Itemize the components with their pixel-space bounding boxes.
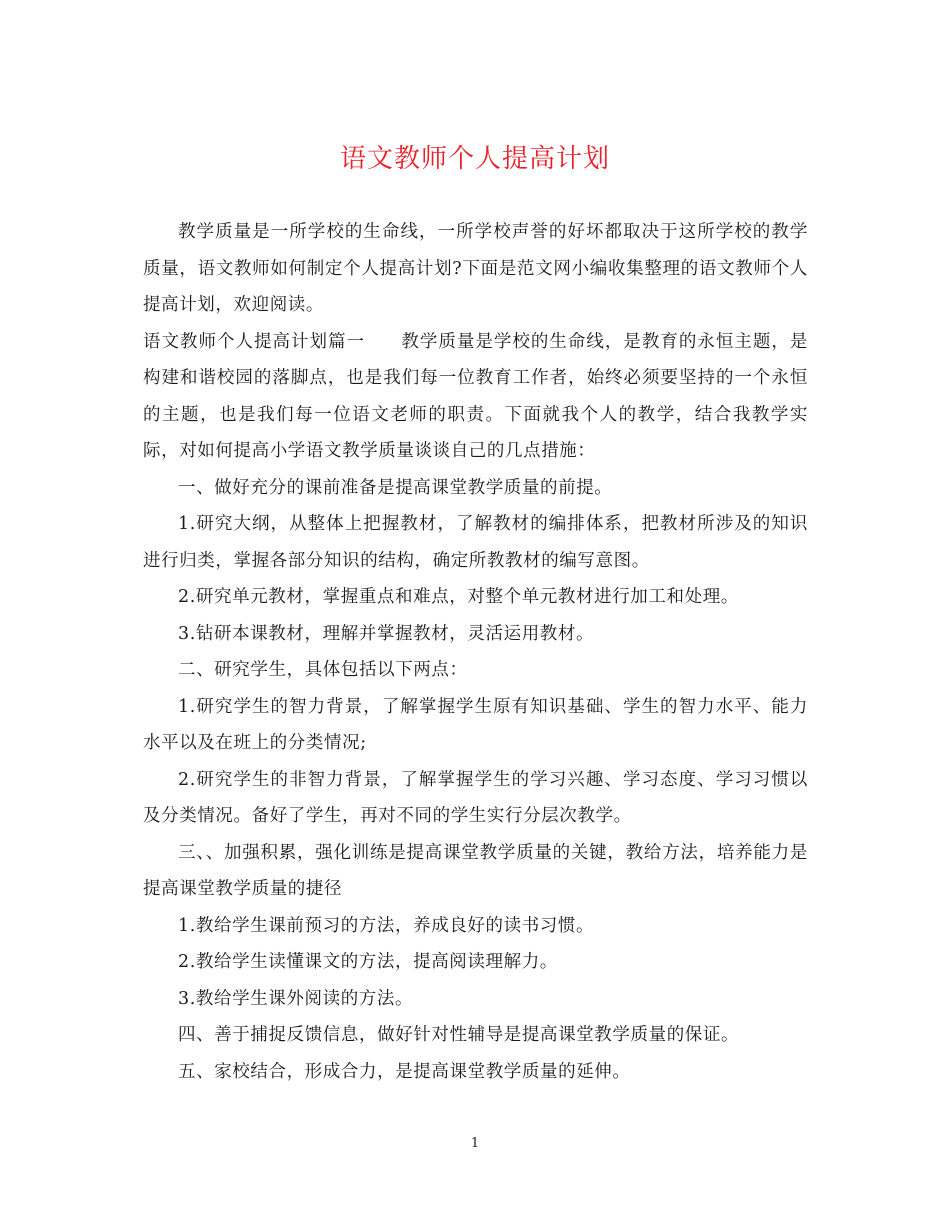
list-paragraph: 一、做好充分的课前准备是提高课堂教学质量的前提。: [178, 477, 613, 498]
list-paragraph: 3.教给学生课外阅读的方法。: [178, 988, 414, 1009]
list-paragraph: 五、家校结合，形成合力，是提高课堂教学质量的延伸。: [178, 1061, 631, 1082]
intro-paragraph: 教学质量是一所学校的生命线，一所学校声誉的好坏都取决于这所学校的教学质量，语文教师如何制定个人提高计划?下面是范文网小编收集整理的语文教师个人提高计划，欢迎阅读。: [143, 222, 808, 315]
list-paragraph: 2.研究单元教材，掌握重点和难点，对整个单元教材进行加工和处理。: [178, 587, 739, 607]
section-intro: 教学质量是学校的生命线，是教育的永恒主题，是构建和谐校园的落脚点，也是我们每一位教育工作者，始终必须要坚持的一个永恒的主题，也是我们每一位语文老师的职责。下面就我个人的教学，结合我教学实际，对如何提高小学语文教学质量谈谈自己的几点措施：: [143, 331, 808, 461]
section-paragraph: [143, 324, 808, 470]
list-paragraph: 四、善于捕捉反馈信息，做好针对性辅导是提高课堂教学质量的保证。: [178, 1025, 740, 1045]
page-number: 1: [470, 1136, 480, 1151]
list-paragraph: 二、研究学生，具体包括以下两点：: [178, 660, 468, 680]
list-paragraph: 1.研究学生的智力背景，了解掌握学生原有知识基础、学生的智力水平、能力水平以及在班上的分类情况;: [143, 696, 808, 753]
section-heading: 语文教师个人提高计划篇一: [143, 331, 365, 352]
list-paragraph: 2.研究学生的非智力背景，了解掌握学生的学习兴趣、学习态度、学习习惯以及分类情况。备好了学生，再对不同的学生实行分层次教学。: [143, 769, 808, 826]
list-paragraph: 1.研究大纲，从整体上把握教材，了解教材的编排体系，把教材所涉及的知识进行归类，掌握各部分知识的结构，确定所教教材的编写意图。: [143, 514, 808, 571]
list-paragraph: 3.钻研本课教材，理解并掌握教材，灵活运用教材。: [178, 623, 595, 644]
document-body: [143, 214, 808, 1090]
list-paragraph: 1.教给学生课前预习的方法，养成良好的读书习惯。: [178, 915, 595, 936]
document-title: 语文教师个人提高计划: [339, 144, 610, 174]
list-paragraph: 2.教给学生读懂课文的方法，提高阅读理解力。: [178, 952, 558, 972]
list-paragraph: 三、、加强积累，强化训练是提高课堂教学质量的关键，教给方法，培养能力是提高课堂教学质量的捷径: [143, 842, 808, 899]
